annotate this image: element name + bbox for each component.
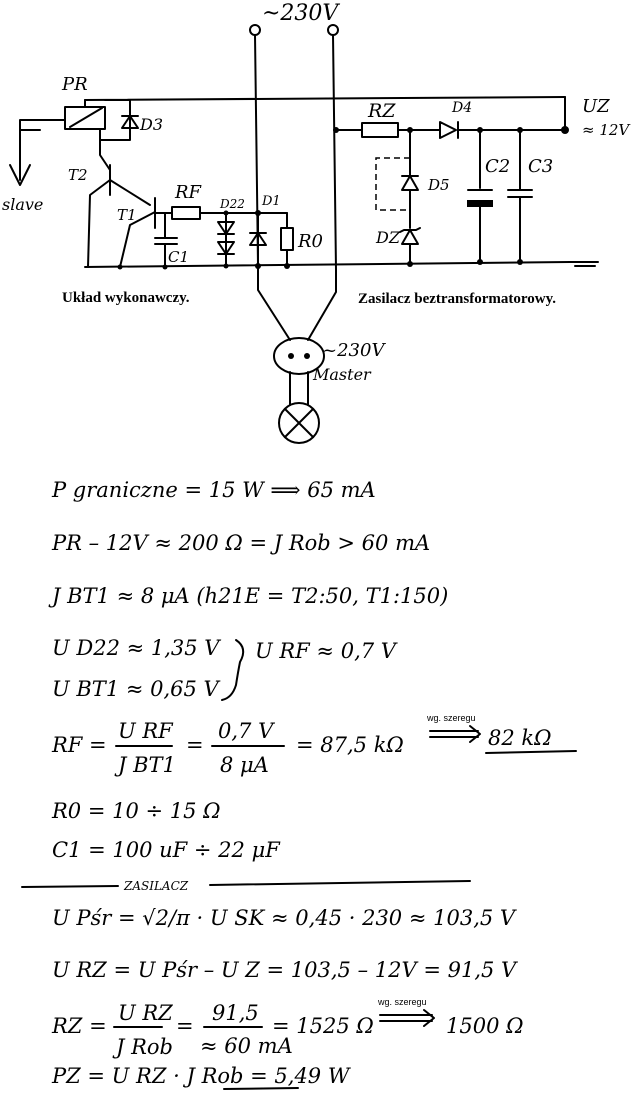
mains-wire-right xyxy=(308,35,336,340)
ground-icon xyxy=(570,262,598,266)
mains-terminal-right xyxy=(328,25,338,35)
slave-label: slave xyxy=(2,195,44,214)
mains-terminal-left xyxy=(250,25,260,35)
section-title-zasilacz: ZASILACZ xyxy=(124,879,189,893)
eq-rz-frac1-den: J Rob xyxy=(116,1035,173,1059)
eq-ud22: U D22 ≈ 1,35 V xyxy=(52,636,220,660)
c3-label: C3 xyxy=(528,156,554,177)
eq-pz: PZ = U RZ · J Rob = 5,49 W xyxy=(52,1064,350,1088)
eq-up-sr: U Pśr = √2/π · U SK ≈ 0,45 · 230 ≈ 103,5 V xyxy=(52,906,516,930)
d4-diode-icon xyxy=(440,122,458,138)
eq-c1: C1 = 100 uF ÷ 22 μF xyxy=(52,838,280,862)
rf-resistor-icon xyxy=(172,207,200,219)
eq-urz: U RZ = U Pśr – U Z = 103,5 – 12V = 91,5 V xyxy=(52,958,517,982)
r0-label: R0 xyxy=(298,231,324,252)
brace-icon xyxy=(222,640,243,700)
eq-power-limit: P graniczne = 15 W ⟹ 65 mA xyxy=(52,478,376,502)
top-rail-wire xyxy=(85,97,565,100)
note-series-rf: wg. szeregu xyxy=(427,713,476,723)
circuit-diagram xyxy=(2,1,631,443)
eq-ubt1: U BT1 ≈ 0,65 V xyxy=(52,677,219,701)
socket-voltage-label: ~230V xyxy=(322,340,385,361)
dz-label: DZ xyxy=(376,228,400,247)
eq-rz-lhs: RZ = xyxy=(52,1014,107,1038)
eq-base-current: J BT1 ≈ 8 μA (h21E = T2:50, T1:150) xyxy=(52,584,449,608)
eq-urf: U RF ≈ 0,7 V xyxy=(255,639,396,663)
d22-label: D22 xyxy=(220,197,245,211)
d4-label: D4 xyxy=(452,100,473,116)
master-label: Master xyxy=(313,365,371,384)
rf-label: RF xyxy=(175,182,202,203)
rz-resistor-icon xyxy=(362,123,398,137)
c2-electrolytic-icon xyxy=(467,200,493,207)
eq-rz-frac1-num: U RZ xyxy=(118,1001,173,1025)
eq-rf-lhs: RF = xyxy=(52,733,107,757)
eq-relay: PR – 12V ≈ 200 Ω = J Rob > 60 mA xyxy=(52,531,431,555)
r0-resistor-icon xyxy=(281,228,293,250)
relay-coil-stroke xyxy=(70,108,102,127)
eq-rz-frac2-den: ≈ 60 mA xyxy=(200,1034,293,1058)
eq-rz-final: 1500 Ω xyxy=(446,1014,524,1038)
svg-text:=: = xyxy=(186,733,204,757)
c2-label: C2 xyxy=(485,156,511,177)
eq-rz-result: = 1525 Ω xyxy=(272,1014,374,1038)
note-series-rz: wg. szeregu xyxy=(378,997,427,1007)
mains-wire-left xyxy=(255,35,290,340)
t2-label: T2 xyxy=(68,166,88,184)
mains-voltage-label: ~230V xyxy=(262,1,339,26)
c1-capacitor-icon xyxy=(155,238,177,244)
eq-rf-result: = 87,5 kΩ xyxy=(296,733,404,757)
c3-capacitor-icon xyxy=(508,130,532,262)
uz-value-label: ≈ 12V xyxy=(582,121,630,139)
t1-label: T1 xyxy=(117,206,137,224)
calculations xyxy=(22,478,576,1089)
eq-r0: R0 = 10 ÷ 15 Ω xyxy=(52,799,221,823)
eq-rf-frac1-num: U RF xyxy=(118,719,173,743)
d5-label: D5 xyxy=(428,176,450,194)
arrow-icon xyxy=(430,726,480,742)
eq-rf-final: 82 kΩ xyxy=(488,726,552,750)
relay-label: PR xyxy=(62,74,88,95)
d5-diode-icon xyxy=(402,176,418,190)
d3-label: D3 xyxy=(140,115,164,134)
bottom-rail-wire xyxy=(85,262,570,267)
svg-text:=: = xyxy=(176,1014,194,1038)
eq-rf-frac2-den: 8 μA xyxy=(220,753,269,777)
uz-label: UZ xyxy=(582,96,610,117)
c1-label: C1 xyxy=(168,248,190,266)
caption-power-supply: Zasilacz beztransformatorowy. xyxy=(358,291,557,307)
d1-label: D1 xyxy=(262,194,281,209)
rz-label: RZ xyxy=(368,100,396,122)
arrow-icon xyxy=(380,1010,434,1026)
eq-rf-frac1-den: J BT1 xyxy=(118,753,176,777)
eq-rf-frac2-num: 0,7 V xyxy=(218,719,274,743)
dz-zener-icon xyxy=(400,228,420,244)
caption-executive-circuit: Układ wykonawczy. xyxy=(62,290,190,306)
eq-rz-frac2-num: 91,5 xyxy=(212,1001,259,1025)
